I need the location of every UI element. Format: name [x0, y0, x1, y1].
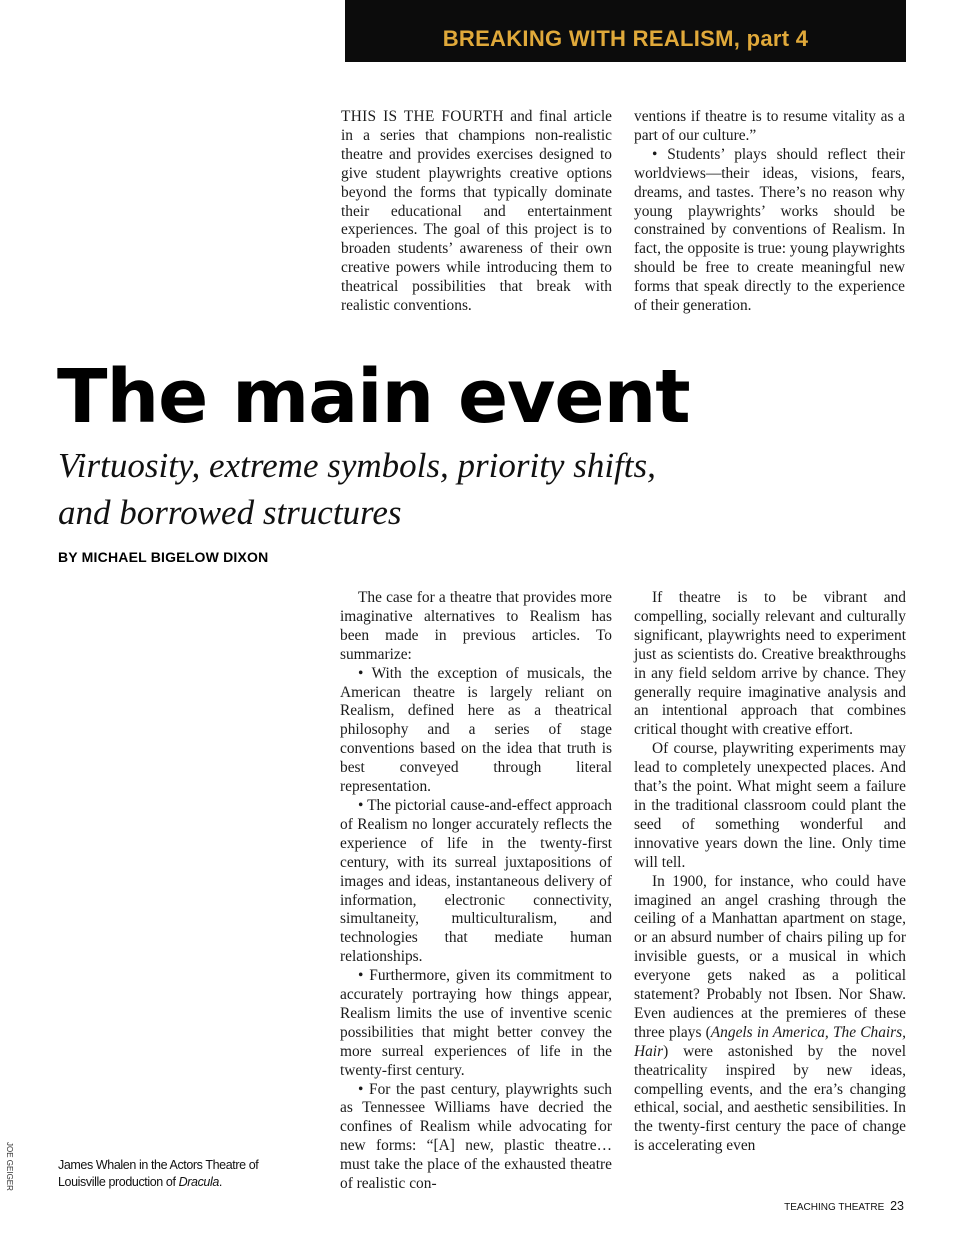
intro-lead: THIS IS THE FOURTH: [341, 108, 504, 125]
body-bullet: • For the past century, playwrights such as Tennessee Williams have decried the confines of Realism while advocating for new forms: “[A] new, plastic theatre… must take the place of the exhausted theatre of realistic con-: [340, 1080, 612, 1193]
body-bullet: • Furthermore, given its commitment to accurately portraying how things appear, Realism limits the use of inventive scenic possibilities that might better convey the more surreal experiences of life in the twenty-first century.: [340, 967, 612, 1079]
page-footer: [784, 1199, 904, 1213]
photo-credit-text: JOE GEIGER: [5, 1142, 14, 1191]
series-title: BREAKING WITH REALISM, part 4: [442, 26, 809, 51]
paragraph-text: In 1900, for instance, who could have imagined an angel crashing through the ceiling of a Manhattan apartment on stage, or an absurd number of chairs piling up for invisible guests, or a musical in which everyone gets naked as a political statement? Probably not Ibsen. Nor Shaw. Even audiences at the premieres of these three plays (: [634, 872, 906, 1041]
body-paragraph: If theatre is to be vibrant and compelling, socially relevant and culturally significant, playwrights need to experiment just as scientists do. Creative breakthroughs in any field seldom arrive by chance. They generally require imaginative analysis and an intentional approach that combines critical thought with creative effort.: [634, 589, 906, 739]
intro-column-right: [634, 108, 905, 316]
intro-paragraph: ventions if theatre is to resume vitality as a part of our culture.”: [634, 108, 905, 144]
article-title: The main event: [57, 354, 690, 440]
caption-end: .: [218, 1175, 222, 1189]
photo-caption: [58, 1157, 298, 1191]
byline: BY MICHAEL BIGELOW DIXON: [58, 549, 269, 565]
subtitle-line: Virtuosity, extreme symbols, priority shifts,: [58, 446, 656, 485]
article-subtitle: [58, 442, 818, 536]
body-bullet: • The pictorial cause-and-effect approach of Realism no longer accurately reflects the experience of life in the twenty-first century, with its surreal juxtapositions of images and ideas, instantaneous delivery of information, electronic connectivity, simultaneity, multiculturalism, and technologies that mediate human relationships.: [340, 796, 612, 966]
series-banner: [345, 0, 906, 62]
caption-play-title: Dracula: [178, 1175, 219, 1189]
body-column-right: [634, 589, 906, 1156]
intro-text: and final article in a series that champions non-realistic theatre and provides exercises designed to give student playwrights creative options beyond the forms that typically dominate their educational and entertainment experiences. The goal of this project is to broaden students’ awareness of their own creative powers while introducing them to theatrical possibilities that break with realistic conventions.: [341, 108, 612, 315]
page-number: 23: [890, 1199, 904, 1213]
intro-column-left: [341, 108, 612, 316]
body-bullet: • With the exception of musicals, the American theatre is largely reliant on Realism, defined here as a theatrical philosophy and a series of stage conventions based on the idea that truth is best conveyed through literal representation.: [340, 664, 612, 796]
subtitle-line: and borrowed structures: [58, 493, 402, 532]
play-titles: Angels in America, The Chairs, Hair: [634, 1023, 906, 1060]
body-paragraph: The case for a theatre that provides more imaginative alternatives to Realism has been made in previous articles. To summarize:: [340, 589, 612, 663]
intro-paragraph: [341, 108, 612, 316]
caption-text: James Whalen in the Actors Theatre of Louisville production of: [58, 1158, 259, 1189]
body-paragraph: Of course, playwriting experiments may lead to completely unexpected places. And that’s the point. What might seem a failure in the traditional classroom could plant the seed of something wonderful and innovative years down the line. Only time will tell.: [634, 740, 906, 871]
paragraph-text: ) were astonished by the novel theatricality inspired by new ideas, compelling events, and the era’s changing ethical, social, and aesthetic sensibilities. In the twenty-first century the pace of change is accelerating even: [634, 1042, 906, 1155]
intro-bullet: • Students’ plays should reflect their worldviews—their ideas, visions, fears, dreams, and tastes. There’s no reason why young playwrights’ works should be constrained by conventions of Realism. In fact, the opposite is true: young playwrights should be free to create meaningful new forms that speak directly to the experience of their generation.: [634, 145, 905, 315]
body-paragraph: [634, 873, 906, 1157]
photo-credit: [5, 1142, 28, 1192]
body-column-left: [340, 589, 612, 1194]
publication-name: TEACHING THEATRE: [784, 1202, 885, 1213]
